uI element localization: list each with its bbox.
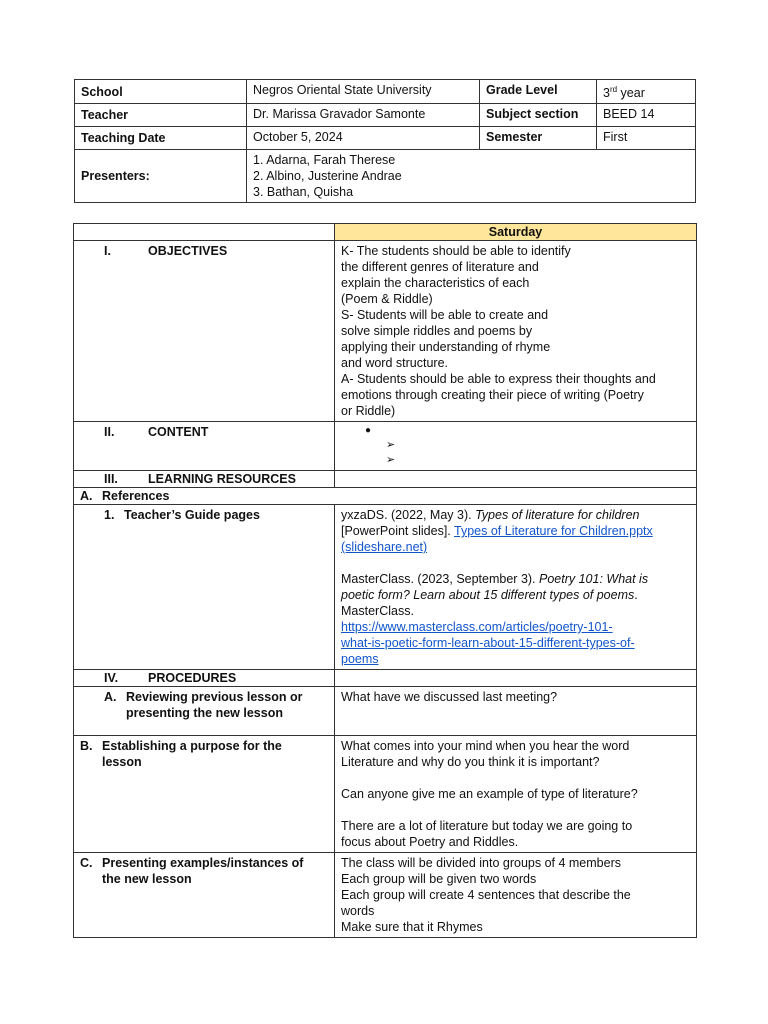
subject-section-value: BEED 14	[597, 104, 696, 127]
presenters-label: Presenters:	[75, 150, 247, 203]
content-heading: II. CONTENT	[74, 422, 335, 471]
semester-label: Semester	[480, 127, 597, 150]
day-header: Saturday	[335, 224, 697, 241]
lesson-plan-table	[73, 223, 697, 938]
presenter-item: 3. Bathan, Quisha	[253, 185, 354, 200]
grade-level-value: 3rd year	[597, 80, 696, 104]
teaching-date-label: Teaching Date	[75, 127, 247, 150]
teaching-date-value: October 5, 2024	[247, 127, 480, 150]
school-value: Negros Oriental State University	[247, 80, 480, 104]
objectives-heading: I. OBJECTIVES	[74, 241, 335, 422]
references-text: yxzaDS. (2022, May 3). Types of literature for children [PowerPoint slides]. Types of Literature for Children.pptx (slideshare.net) MasterClass. (2023, September 3). Poetry 101: What is poetic form? Learn about 15 different types of poems. MasterClass. https://www.masterclass.com/articles/poetry-101- what-is-poetic-form-learn-about-15-different-types-of- poems	[335, 505, 697, 670]
presenter-item: 1. Adarna, Farah Therese	[253, 153, 396, 168]
empty-cell	[335, 471, 697, 488]
objectives-text: K- The students should be able to identify the different genres of literature and explain the characteristics of each (Poem & Riddle) S- Students will be able to create and solve simple riddles and poems by applying their understanding of rhyme and word structure. A- Students should be able to express their thoughts and emotions through creating their piece of writing (Poetry or Riddle)	[335, 241, 697, 422]
procedure-c-heading: C. Presenting examples/instances of the new lesson	[74, 853, 335, 938]
reference-url-link[interactable]: poems	[341, 652, 379, 666]
presenters-list	[247, 150, 696, 203]
teacher-label: Teacher	[75, 104, 247, 127]
school-label: School	[75, 80, 247, 104]
reference-link[interactable]: Types of Literature for Children.pptx	[454, 524, 653, 538]
presenter-item: 2. Albino, Justerine Andrae	[253, 169, 402, 184]
procedure-b-heading: B. Establishing a purpose for the lesson	[74, 736, 335, 853]
procedure-c-text: The class will be divided into groups of 4 members Each group will be given two words Each group will create 4 sentences that describe the words Make sure that it Rhymes	[335, 853, 697, 938]
content-text	[335, 422, 697, 471]
procedure-a-heading: A. Reviewing previous lesson or presenting the new lesson	[74, 687, 335, 736]
procedure-b-text: What comes into your mind when you hear the word Literature and why do you think it is important? Can anyone give me an example of type of literature? There are a lot of literature but today we are going to focus about Poetry and Riddles.	[335, 736, 697, 853]
arrow-bullet-icon: ➢	[386, 439, 396, 451]
subject-section-label: Subject section	[480, 104, 597, 127]
empty-cell	[74, 224, 335, 241]
teachers-guide-heading: 1. Teacher’s Guide pages	[74, 505, 335, 670]
empty-cell	[335, 670, 697, 687]
grade-level-label: Grade Level	[480, 80, 597, 104]
reference-url-link[interactable]: what-is-poetic-form-learn-about-15-different-types-of-	[341, 636, 635, 650]
procedure-a-text: What have we discussed last meeting?	[335, 687, 697, 736]
arrow-bullet-icon: ➢	[386, 454, 396, 466]
header-info-table	[74, 79, 696, 203]
teacher-value: Dr. Marissa Gravador Samonte	[247, 104, 480, 127]
reference-link[interactable]: (slideshare.net)	[341, 540, 428, 554]
semester-value: First	[597, 127, 696, 150]
references-heading: A. References	[74, 488, 697, 505]
learning-resources-heading: III. LEARNING RESOURCES	[74, 471, 335, 488]
reference-url-link[interactable]: https://www.masterclass.com/articles/poetry-101-	[341, 620, 613, 634]
bullet-icon: ●	[365, 425, 372, 436]
procedures-heading: IV. PROCEDURES	[74, 670, 335, 687]
